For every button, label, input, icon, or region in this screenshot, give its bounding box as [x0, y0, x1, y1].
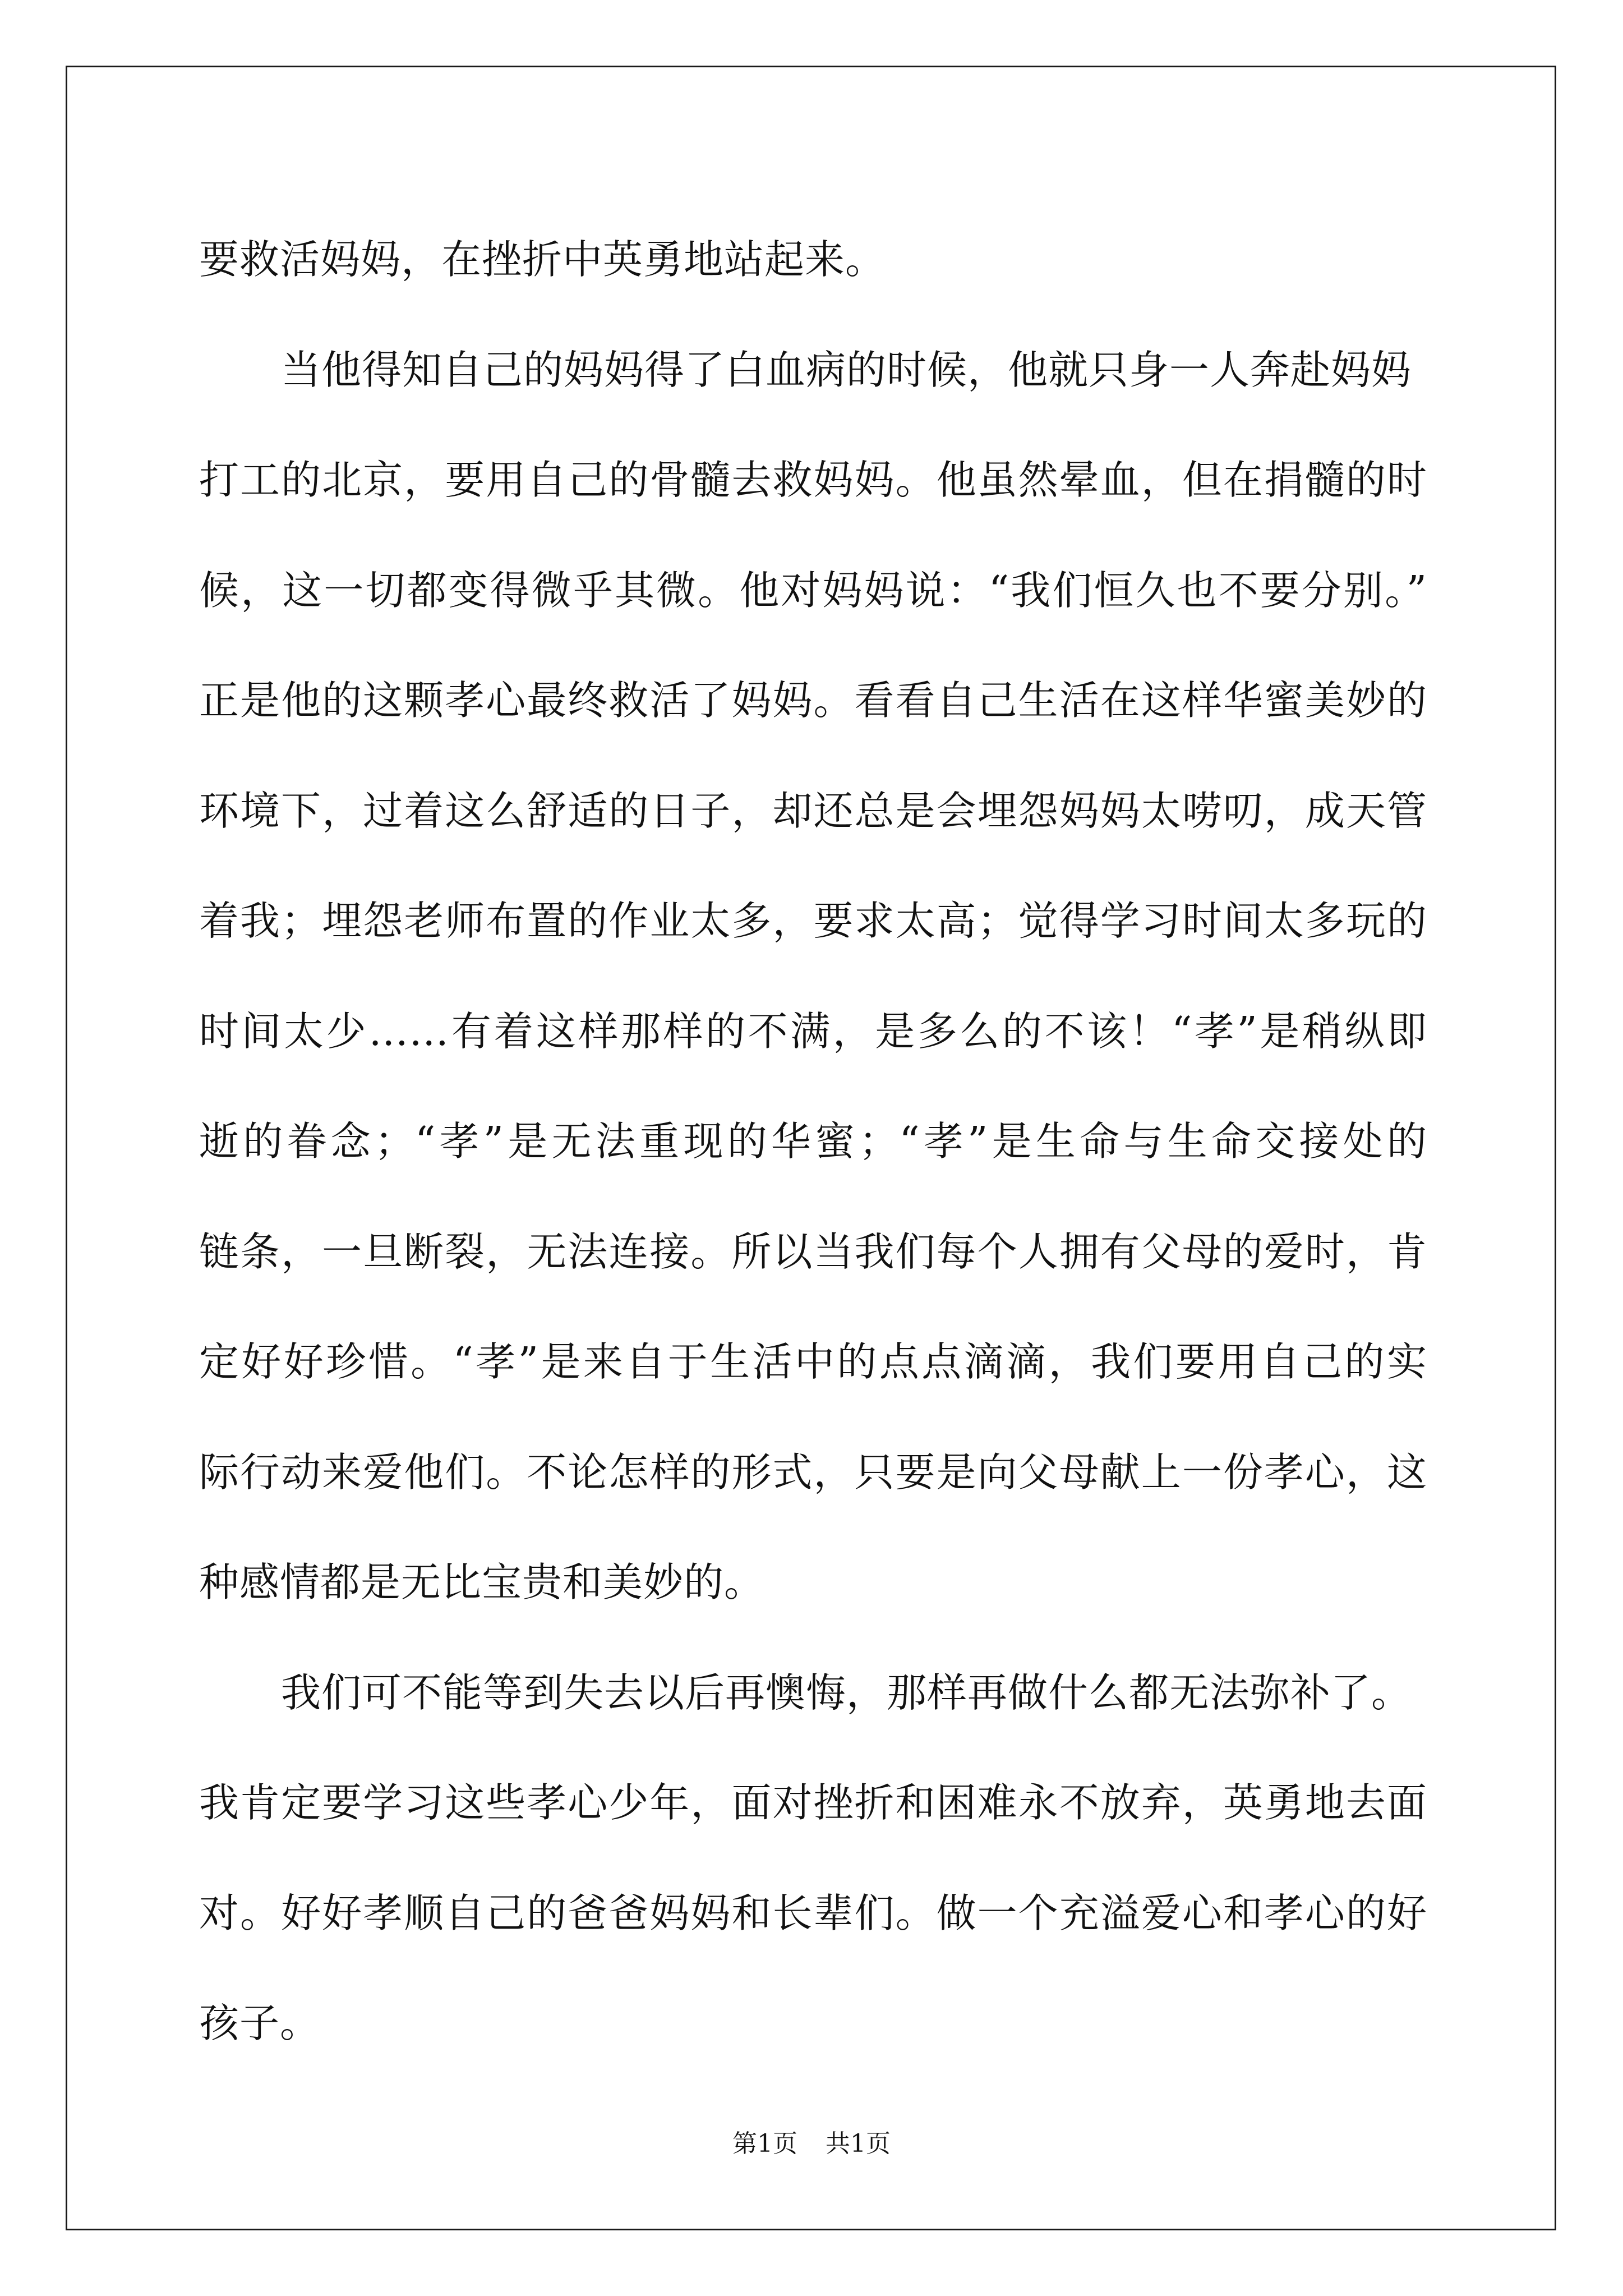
text-line: 正是他的这颗孝心最终救活了妈妈。看看自己生活在这样华蜜美妙的 — [199, 677, 1427, 724]
page-footer — [0, 2123, 1623, 2159]
text-line: 链条，一旦断裂，无法连接。所以当我们每个人拥有父母的爱时，肯 — [199, 1228, 1427, 1275]
text-line: 定好好珍惜。“孝”是来自于生活中的点点滴滴，我们要用自己的实 — [199, 1338, 1427, 1385]
text-line: 时间太少……有着这样那样的不满，是多么的不该！“孝”是稍纵即 — [199, 1007, 1427, 1055]
text-line: 我肯定要学习这些孝心少年，面对挫折和困难永不放弃，英勇地去面 — [199, 1779, 1427, 1826]
page-number-current: 第1页 — [732, 2129, 797, 2158]
text-line: 我们可不能等到失去以后再懊悔，那样再做什么都无法弥补了。 — [281, 1669, 1412, 1716]
text-line: 逝的眷念；“孝”是无法重现的华蜜；“孝”是生命与生命交接处的 — [199, 1118, 1427, 1165]
text-line: 环境下，过着这么舒适的日子，却还总是会埋怨妈妈太唠叨，成天管 — [199, 787, 1427, 834]
page-number-total: 共1页 — [826, 2129, 891, 2158]
text-line: 孩子。 — [199, 2000, 321, 2046]
text-line: 际行动来爱他们。不论怎样的形式，只要是向父母献上一份孝心，这 — [199, 1448, 1427, 1496]
text-line: 打工的北京，要用自己的骨髓去救妈妈。他虽然晕血，但在捐髓的时 — [199, 457, 1427, 503]
text-line: 种感情都是无比宝贵和美妙的。 — [199, 1559, 765, 1605]
text-line: 候，这一切都变得微乎其微。他对妈妈说：“我们恒久也不要分别。” — [199, 567, 1427, 614]
text-line: 当他得知自己的妈妈得了白血病的时候，他就只身一人奔赴妈妈 — [281, 346, 1412, 393]
text-line: 着我；埋怨老师布置的作业太多，要求太高；觉得学习时间太多玩的 — [199, 898, 1427, 944]
text-line: 对。好好孝顺自己的爸爸妈妈和长辈们。做一个充溢爱心和孝心的好 — [199, 1889, 1427, 1936]
text-line: 要救活妈妈，在挫折中英勇地站起来。 — [199, 236, 886, 283]
document-body — [199, 205, 1427, 2079]
